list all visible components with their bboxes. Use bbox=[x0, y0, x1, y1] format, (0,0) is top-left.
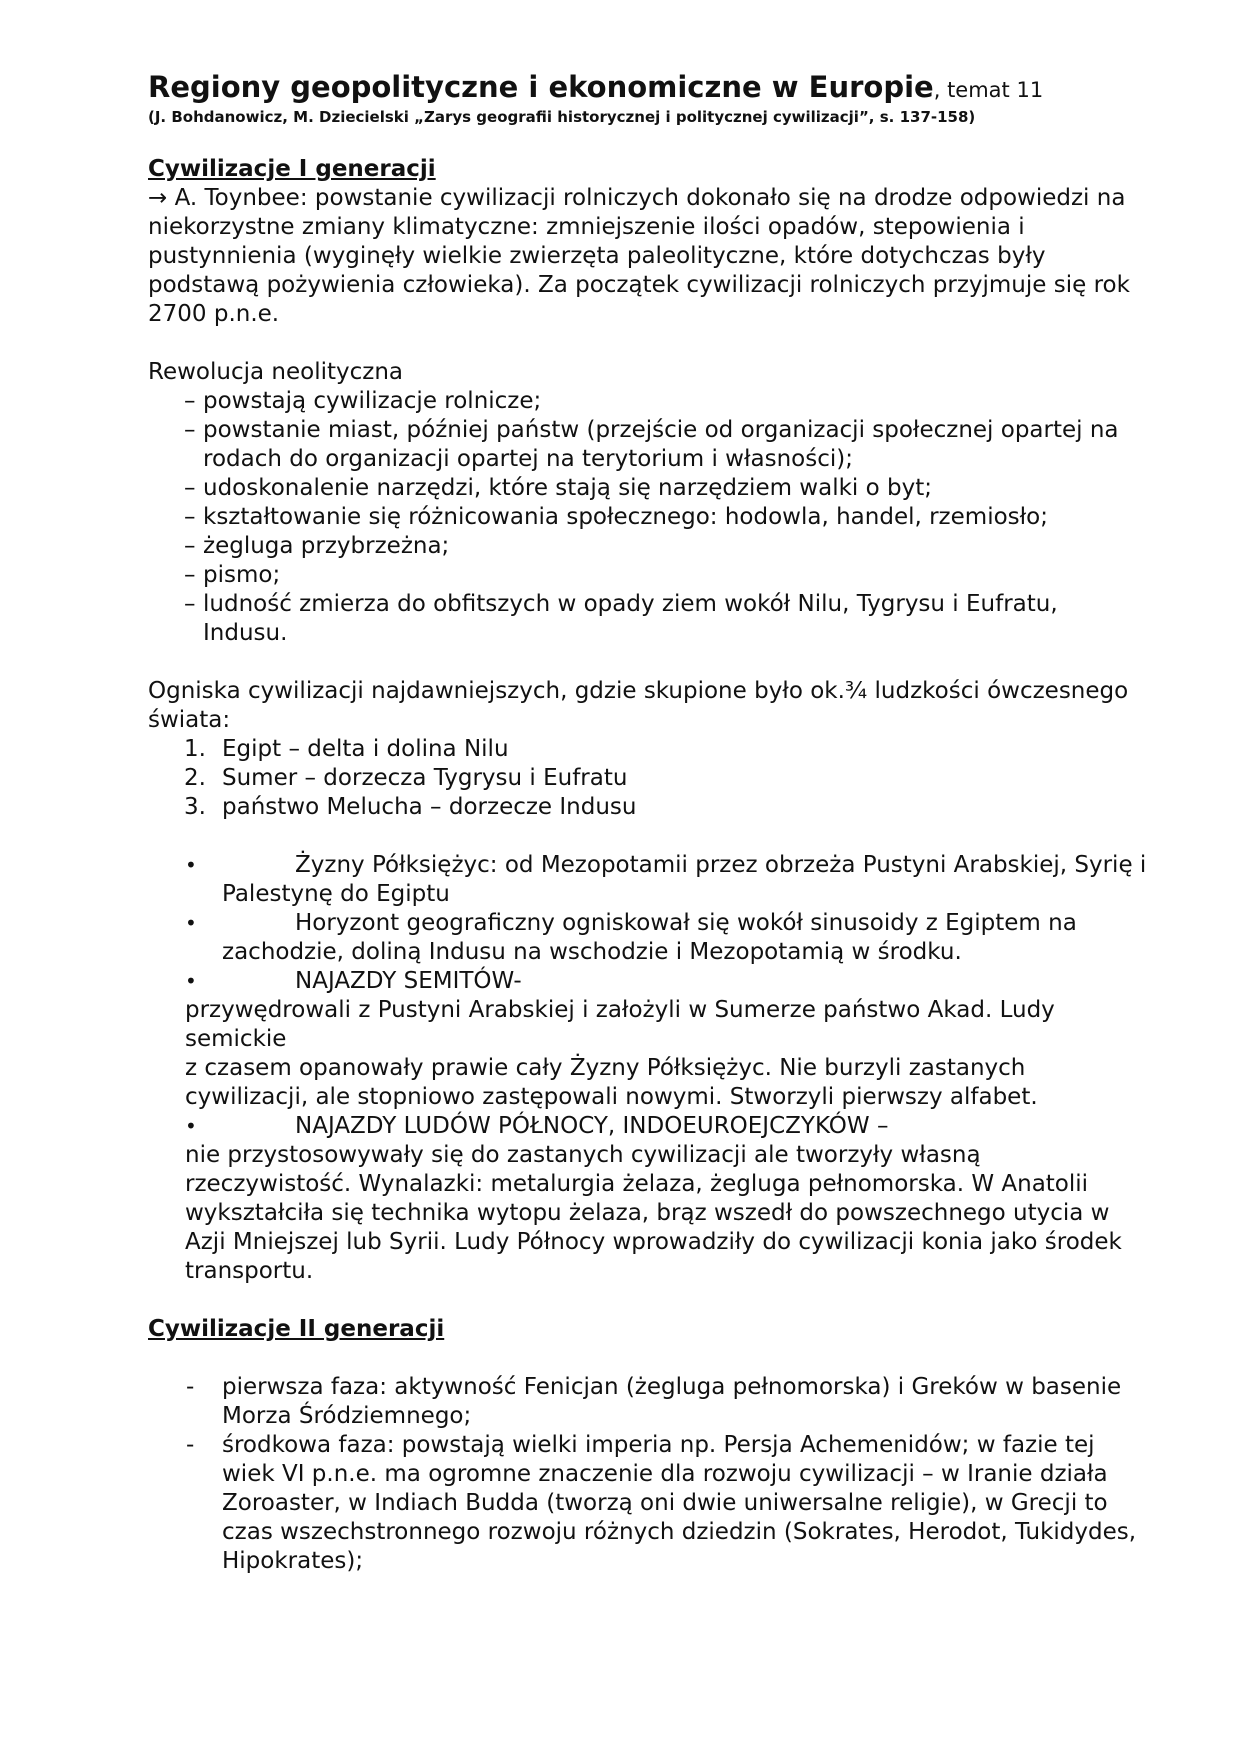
list-item: – kształtowanie się różnicowania społecznego: hodowla, handel, rzemiosło; bbox=[184, 504, 1048, 530]
title-text: Regiony geopolityczne i ekonomiczne w Europie bbox=[148, 70, 934, 104]
bullet-item bbox=[148, 1112, 1148, 1141]
list-item: 2. Sumer – dorzecza Tygrysu i Eufratu bbox=[184, 765, 628, 791]
semites-heading: NAJAZDY SEMITÓW- bbox=[295, 968, 522, 994]
generation-2-list bbox=[148, 1373, 1148, 1576]
intro-paragraph: → A. Toynbee: powstanie cywilizacji rolniczych dokonało się na drodze odpowiedzi na niekorzystne zmiany klimatyczne: zmniejszenie ilości opadów, stepowienia i pustynnienia (wyginęły wielkie zwierzęta paleolityczne, które dotychczas były podstawą pożywienia człowieka). Za początek cywilizacji rolniczych przyjmuje się rok 2700 p.n.e. bbox=[148, 185, 1130, 327]
semites-text-2: z czasem opanowały prawie cały Żyzny Półksiężyc. Nie burzyli zastanych cywilizacji, ale stopniowo zastępowali nowymi. Stworzyli pierwszy alfabet. bbox=[185, 1055, 1038, 1110]
list-item: – powstają cywilizacje rolnicze; bbox=[184, 388, 542, 414]
list-item: – żegluga przybrzeżna; bbox=[184, 533, 450, 559]
citation: (J. Bohdanowicz, M. Dziecielski „Zarys geografii historycznej i politycznej cywilizacji”, s. 137-158) bbox=[148, 108, 976, 126]
bullet-icon: • bbox=[185, 969, 197, 993]
section-heading-2: Cywilizacje II generacji bbox=[148, 1316, 445, 1342]
semites-text: przywędrowali z Pustyni Arabskiej i założyli w Sumerze państwo Akad. Ludy semickie bbox=[185, 997, 1055, 1052]
section-heading-1: Cywilizacje I generacji bbox=[148, 156, 436, 182]
north-heading: NAJAZDY LUDÓW PÓŁNOCY, INDOEUROEJCZYKÓW – bbox=[295, 1113, 889, 1139]
list-item: 1. Egipt – delta i dolina Nilu bbox=[184, 736, 509, 762]
list-item: 3. państwo Melucha – dorzecze Indusu bbox=[184, 794, 637, 820]
document-title bbox=[148, 70, 1148, 107]
document-page bbox=[148, 70, 1148, 1576]
north-text: nie przystosowywały się do zastanych cywilizacji ale tworzyły własną rzeczywistość. Wynalazki: metalurgia żelaza, żegluga pełnomorska. W Anatolii wykształciła się technika wytopu żelaza, brąz wszedł do powszechnego utycia w Azji Mniejszej lub Syrii. Ludy Północy wprowadziły do cywilizacji konia jako środek transportu. bbox=[185, 1142, 1122, 1284]
foci-list bbox=[148, 735, 1148, 822]
bullet-item bbox=[148, 851, 1148, 909]
list-item: - środkowa faza: powstają wielki imperia np. Persja Achemenidów; w fazie tej wiek VI p.n.e. ma ogromne znaczenie dla rozwoju cywilizacji – w Iranie działa Zoroaster, w Indiach Budda (tworzą oni dwie uniwersalne religie), w Grecji to czas wszechstronnego rozwoju różnych dziedzin (Sokrates, Herodot, Tukidydes, Hipokrates); bbox=[186, 1432, 1137, 1574]
revolution-list bbox=[148, 387, 1148, 648]
list-item: – powstanie miast, później państw (przejście od organizacji społecznej opartej na rodach do organizacji opartej na terytorium i własności); bbox=[184, 417, 1119, 472]
bullet-item bbox=[148, 909, 1148, 967]
bullet-item bbox=[148, 967, 1148, 996]
list-item: – pismo; bbox=[184, 562, 281, 588]
list-item: - pierwsza faza: aktywność Fenicjan (żegluga pełnomorska) i Greków w basenie Morza Śródziemnego; bbox=[186, 1374, 1122, 1429]
bullet-icon: • bbox=[185, 1114, 197, 1138]
bullet-text: Horyzont geograficzny ogniskował się wokół sinusoidy z Egiptem na zachodzie, doliną Indusu na wschodzie i Mezopotamią w środku. bbox=[222, 910, 1077, 965]
list-item: – udoskonalenie narzędzi, które stają się narzędziem walki o byt; bbox=[184, 475, 932, 501]
list-item: – ludność zmierza do obfitszych w opady ziem wokół Nilu, Tygrysu i Eufratu, Indusu. bbox=[184, 591, 1058, 646]
bullet-text: Żyzny Półksiężyc: od Mezopotamii przez obrzeża Pustyni Arabskiej, Syrię i Palestynę do Egiptu bbox=[222, 852, 1147, 907]
foci-intro: Ogniska cywilizacji najdawniejszych, gdzie skupione było ok.¾ ludzkości ówczesnego świata: bbox=[148, 678, 1129, 733]
title-suffix: , temat 11 bbox=[933, 78, 1044, 102]
bullet-icon: • bbox=[185, 853, 197, 877]
bullet-icon: • bbox=[185, 911, 197, 935]
revolution-title: Rewolucja neolityczna bbox=[148, 359, 403, 385]
